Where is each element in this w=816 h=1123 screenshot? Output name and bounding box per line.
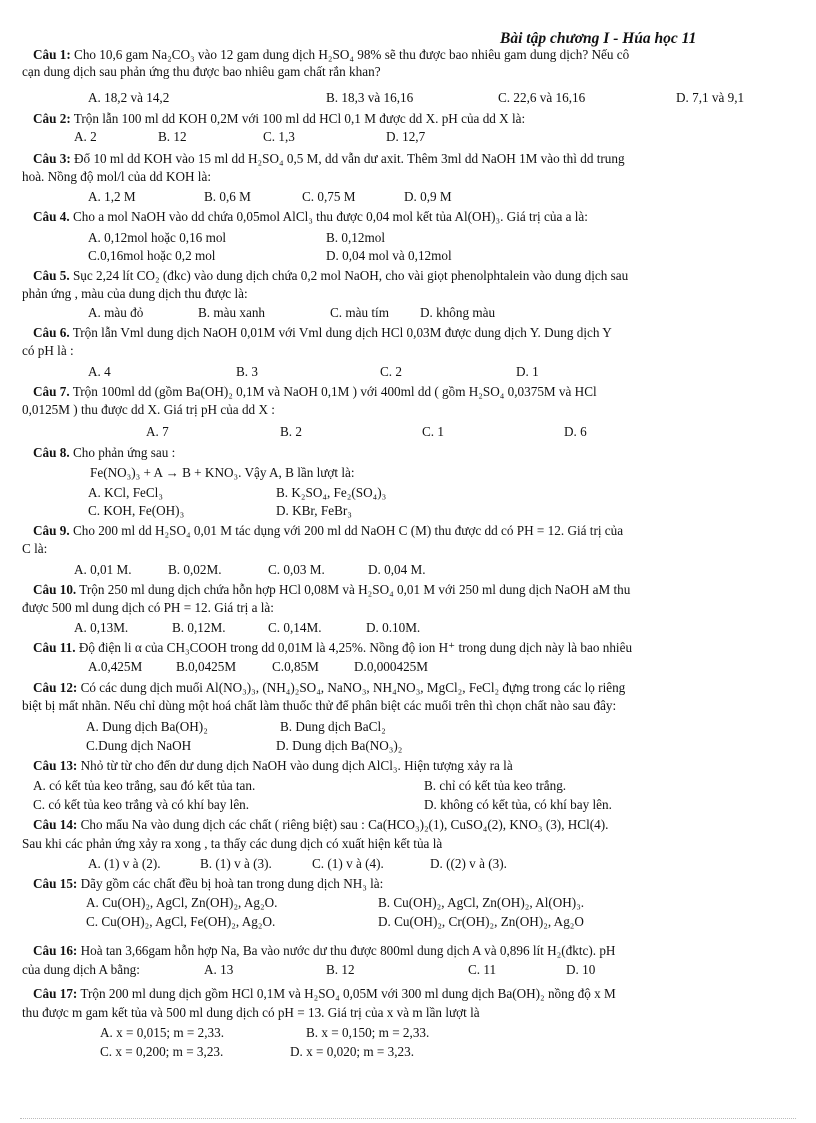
- option-a: A. 0,13M.: [74, 620, 129, 635]
- option-a: A. màu đỏ: [88, 305, 144, 320]
- option-d: D. 0,04 mol và 0,12mol: [326, 248, 452, 263]
- option-d: D. không màu: [420, 305, 496, 320]
- option-a: A. 4: [88, 364, 111, 379]
- option-d: D. x = 0,020; m = 3,23.: [290, 1044, 415, 1059]
- option-b: B. x = 0,150; m = 2,33.: [306, 1025, 430, 1040]
- question-text: 0,0125M ) thu được dd X. Giá trị pH của dd X :: [22, 402, 275, 417]
- question-5: Câu 5. Sục 2,24 lít CO₂ (đkc) vào dung dịch chứa 0,2 mol NaOH, cho vài giọt phenolphtalein vào dung dịch sau: [33, 268, 629, 283]
- option-b: B. 0,02M.: [168, 562, 222, 577]
- question-8: Câu 8. Cho phản ứng sau :: [33, 445, 176, 460]
- option-c: C. màu tím: [330, 305, 389, 320]
- option-b: B. màu xanh: [198, 305, 266, 320]
- option-a: A. KCl, FeCl₃: [88, 485, 163, 500]
- option-d: D.0,000425M: [354, 659, 428, 674]
- option-b: B. (1) v à (3).: [200, 856, 272, 871]
- option-a: A. 13: [204, 962, 234, 977]
- option-b: B. 2: [280, 424, 302, 439]
- page-title: Bài tập chương I - Húa học 11: [500, 30, 697, 47]
- option-c: C. 22,6 và 16,16: [498, 90, 586, 105]
- option-c: C. có kết tủa keo trắng và có khí bay lên.: [33, 797, 250, 812]
- option-d: D. 0,9 M: [404, 189, 452, 204]
- option-d: D. 10: [566, 962, 596, 977]
- question-10: Câu 10. Trộn 250 ml dung dịch chứa hỗn hợp HCl 0,08M và H₂SO₄ 0,01 M với 250 ml dung dịch NaOH aM thu: [33, 582, 631, 597]
- question-17: Câu 17: Trộn 200 ml dung dịch gồm HCl 0,1M và H₂SO₄ 0,05M với 300 ml dung dịch Ba(OH)₂ nồng độ x M: [33, 986, 616, 1001]
- option-a: A. Cu(OH)₂, AgCl, Zn(OH)₂, Ag₂O.: [86, 895, 278, 910]
- option-a: A. 1,2 M: [88, 189, 136, 204]
- question-text: phản ứng , màu của dung dịch thu được là:: [22, 286, 248, 301]
- option-a: A.0,425M: [88, 659, 143, 674]
- option-a: A. có kết tủa keo trắng, sau đó kết tủa tan.: [33, 778, 256, 793]
- question-3: Câu 3: Đổ 10 ml dd KOH vào 15 ml dd H₂SO₄ 0,5 M, dd vẫn dư axit. Thêm 3ml dd NaOH 1M vào thì dd trung: [33, 151, 625, 166]
- question-15: Câu 15: Dãy gồm các chất đều bị hoà tan trong dung dịch NH₃ là:: [33, 876, 384, 891]
- option-c: C. Cu(OH)₂, AgCl, Fe(OH)₂, Ag₂O.: [86, 914, 276, 929]
- option-a: A. Dung dịch Ba(OH)₂: [86, 719, 208, 734]
- option-c: C. 11: [468, 962, 497, 977]
- question-1: Câu 1: Cho 10,6 gam Na₂CO₃ vào 12 gam dung dịch H₂SO₄ 98% sẽ thu được bao nhiêu gam dung dịch? Nếu cô: [33, 47, 630, 62]
- option-b: B. 0,6 M: [204, 189, 251, 204]
- option-b: B. chỉ có kết tủa keo trắng.: [424, 778, 567, 793]
- question-text: có pH là :: [22, 343, 74, 358]
- question-text: biệt bị mất nhãn. Nếu chỉ dùng một hoá chất làm thuốc thử để phân biệt các muối trên thì chọn chất nào sau đây:: [22, 698, 617, 713]
- option-c: C. 0,75 M: [302, 189, 356, 204]
- option-b: B. 0,12mol: [326, 230, 385, 245]
- option-d: D. Dung dịch Ba(NO₃)₂: [276, 738, 403, 753]
- question-text: C là:: [22, 541, 48, 556]
- option-b: B.0,0425M: [176, 659, 237, 674]
- option-a: A. 2: [74, 129, 97, 144]
- option-b: B. 3: [236, 364, 258, 379]
- option-c: C. KOH, Fe(OH)₃: [88, 503, 185, 518]
- option-d: D. không có kết tủa, có khí bay lên.: [424, 797, 612, 812]
- question-13: Câu 13: Nhỏ từ từ cho đến dư dung dịch NaOH vào dung dịch AlCl₃. Hiện tượng xảy ra là: [33, 758, 513, 773]
- option-c: C. 0,14M.: [268, 620, 322, 635]
- question-text: cạn dung dịch sau phản ứng thu được bao nhiêu gam chất rắn khan?: [22, 64, 381, 79]
- option-a: A. 7: [146, 424, 169, 439]
- option-c: C.0,85M: [272, 659, 319, 674]
- option-b: B. 18,3 và 16,16: [326, 90, 414, 105]
- option-c: C. (1) v à (4).: [312, 856, 384, 871]
- option-b: B. K₂SO₄, Fe₂(SO₄)₃: [276, 485, 387, 500]
- option-d: D. KBr, FeBr₃: [276, 503, 352, 518]
- question-text: Sau khi các phản ứng xảy ra xong , ta thấy các dung dịch có xuất hiện kết tủa là: [22, 836, 443, 851]
- question-text: thu được m gam kết tủa và 500 ml dung dịch có pH = 13. Giá trị của x và m lần lượt là: [22, 1005, 480, 1020]
- option-d: D. 1: [516, 364, 539, 379]
- option-b: B. 0,12M.: [172, 620, 226, 635]
- option-d: D. Cu(OH)₂, Cr(OH)₂, Zn(OH)₂, Ag₂O: [378, 914, 584, 929]
- option-d: D. ((2) v à (3).: [430, 856, 507, 871]
- option-b: B. 12: [158, 129, 187, 144]
- option-b: B. Dung dịch BaCl₂: [280, 719, 386, 734]
- option-a: A. x = 0,015; m = 2,33.: [100, 1025, 225, 1040]
- question-2: Câu 2: Trộn lẫn 100 ml dd KOH 0,2M với 100 ml dd HCl 0,1 M được dd X. pH của dd X là:: [33, 111, 526, 126]
- option-a: A. 0,12mol hoặc 0,16 mol: [88, 230, 227, 245]
- option-c: C. 1,3: [263, 129, 295, 144]
- page-footer-rule: [20, 1118, 796, 1119]
- option-a: A. 18,2 và 14,2: [88, 90, 170, 105]
- option-d: D. 0.10M.: [366, 620, 421, 635]
- option-a: A. 0,01 M.: [74, 562, 132, 577]
- question-6: Câu 6. Trộn lẫn Vml dung dịch NaOH 0,01M với Vml dung dịch HCl 0,03M được dung dịch Y. Dung dịch Y: [33, 325, 612, 340]
- question-4: Câu 4. Cho a mol NaOH vào dd chứa 0,05mol AlCl₃ thu được 0,04 mol kết tủa Al(OH)₃. Giá trị của a là:: [33, 209, 588, 224]
- question-7: Câu 7. Trộn 100ml dd (gồm Ba(OH)₂ 0,1M và NaOH 0,1M ) với 400ml dd ( gồm H₂SO₄ 0,0375M và HCl: [33, 384, 597, 399]
- option-c: C.Dung dịch NaOH: [86, 738, 192, 753]
- option-b: B. 12: [326, 962, 355, 977]
- option-d: D. 7,1 và 9,1: [676, 90, 745, 105]
- option-d: D. 0,04 M.: [368, 562, 426, 577]
- question-text: hoà. Nồng độ mol/l của dd KOH là:: [22, 169, 211, 184]
- question-9: Câu 9. Cho 200 ml dd H₂SO₄ 0,01 M tác dụng với 200 ml dd NaOH C (M) thu được dd có PH = 12. Giá trị của: [33, 523, 624, 538]
- option-c: C. 1: [422, 424, 444, 439]
- question-11: Câu 11. Độ điện li α của CH₃COOH trong dd 0,01M là 4,25%. Nồng độ ion H⁺ trong dung dịch này là bao nhiêu: [33, 640, 633, 655]
- option-c: C. 0,03 M.: [268, 562, 325, 577]
- question-16: Câu 16: Hoà tan 3,66gam hỗn hợp Na, Ba vào nước dư thu được 800ml dung dịch A và 0,896 lít H₂(đktc). pH: [33, 943, 616, 958]
- option-d: D. 12,7: [386, 129, 426, 144]
- reaction-equation: Fe(NO₃)₃ + A → B + KNO₃. Vậy A, B lần lượt là:: [90, 465, 355, 480]
- option-b: B. Cu(OH)₂, AgCl, Zn(OH)₂, Al(OH)₃.: [378, 895, 585, 910]
- option-c: C. 2: [380, 364, 402, 379]
- question-text: được 500 ml dung dịch có PH = 12. Giá trị a là:: [22, 600, 274, 615]
- option-a: A. (1) v à (2).: [88, 856, 161, 871]
- option-c: C. x = 0,200; m = 3,23.: [100, 1044, 224, 1059]
- question-text: của dung dịch A bằng:: [22, 962, 140, 977]
- question-12: Câu 12: Có các dung dịch muối Al(NO₃)₃, (NH₄)₂SO₄, NaNO₃, NH₄NO₃, MgCl₂, FeCl₂ đựng trong các lọ riêng: [33, 680, 626, 695]
- question-14: Câu 14: Cho mẩu Na vào dung dịch các chất ( riêng biệt) sau : Ca(HCO₃)₂(1), CuSO₄(2), KNO₃ (3), HCl(4).: [33, 817, 609, 832]
- option-d: D. 6: [564, 424, 587, 439]
- option-c: C.0,16mol hoặc 0,2 mol: [88, 248, 216, 263]
